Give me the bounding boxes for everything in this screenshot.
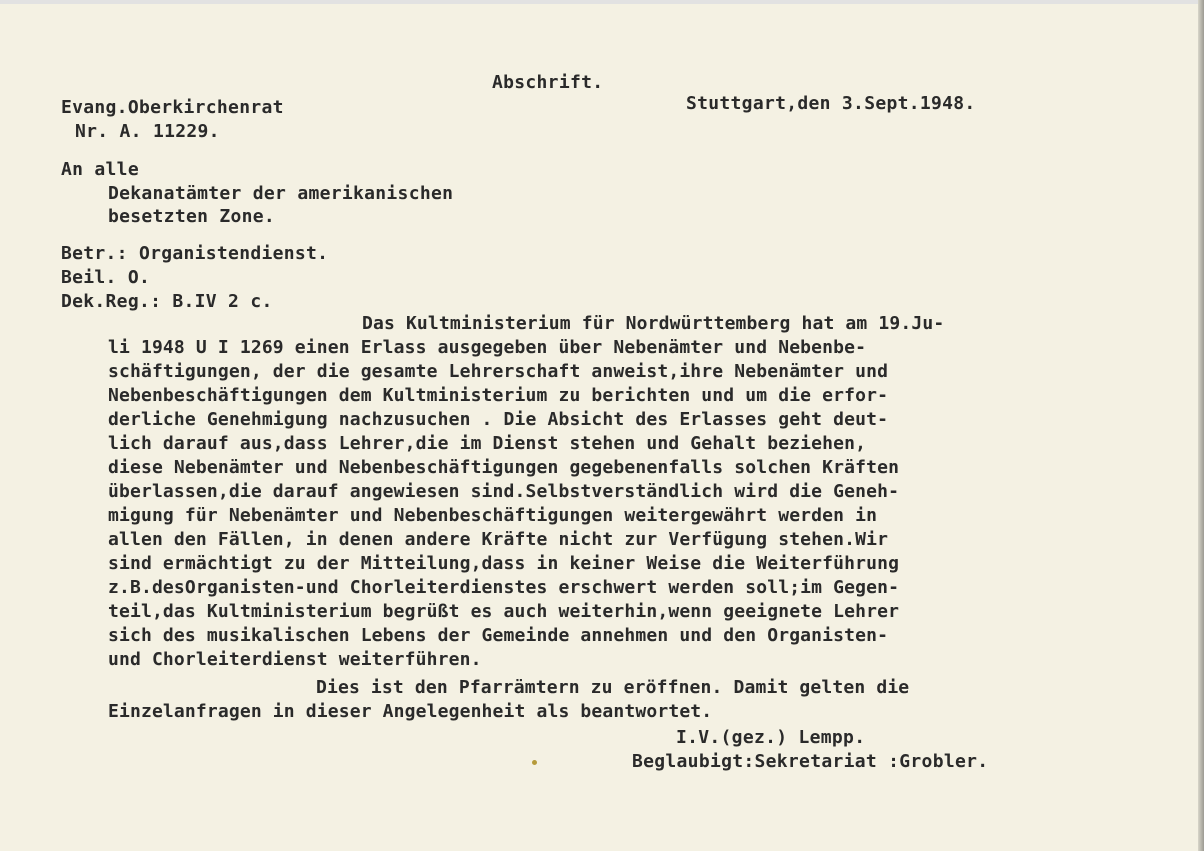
body-line: sich des musikalischen Lebens der Gemeinde annehmen und den Organisten- — [108, 625, 889, 646]
place-date: Stuttgart,den 3.Sept.1948. — [686, 93, 976, 114]
body-line: sind ermächtigt zu der Mitteilung,dass in keiner Weise die Weiterführung — [108, 553, 900, 574]
body-line: lich darauf aus,dass Lehrer,die im Dienst stehen und Gehalt beziehen, — [108, 433, 867, 454]
recipient-line-1: An alle — [61, 159, 139, 180]
recipient-line-3: besetzten Zone. — [108, 206, 276, 227]
recipient-line-2: Dekanatämter der amerikanischen — [108, 183, 454, 204]
body-line: teil,das Kultministerium begrüßt es auch weiterhin,wenn geeignete Lehrer — [108, 601, 900, 622]
reference-number: Nr. A. 11229. — [75, 121, 220, 142]
body-line: und Chorleiterdienst weiterführen. — [108, 649, 482, 670]
body-line: li 1948 U I 1269 einen Erlass ausgegeben über Nebenämter und Nebenbe- — [108, 337, 867, 358]
scan-right-edge — [1198, 0, 1204, 851]
closing-line-1: Dies ist den Pfarrämtern zu eröffnen. Damit gelten die — [316, 677, 910, 698]
dekanat-reference: Dek.Reg.: B.IV 2 c. — [61, 291, 273, 312]
document-heading: Abschrift. — [492, 72, 604, 93]
body-line: schäftigungen, der die gesamte Lehrerschaft anweist,ihre Nebenämter und — [108, 361, 889, 382]
body-line: überlassen,die darauf angewiesen sind.Selbstverständlich wird die Geneh- — [108, 481, 900, 502]
sender: Evang.Oberkirchenrat — [61, 97, 284, 118]
paper-speck — [532, 760, 537, 765]
body-line: Das Kultministerium für Nordwürttemberg hat am 19.Ju- — [362, 313, 945, 334]
body-line: allen den Fällen, in denen andere Kräfte nicht zur Verfügung stehen.Wir — [108, 529, 889, 550]
signature: I.V.(gez.) Lempp. — [676, 727, 866, 748]
closing-line-2: Einzelanfragen in dieser Angelegenheit als beantwortet. — [108, 701, 713, 722]
body-line: derliche Genehmigung nachzusuchen . Die Absicht des Erlasses geht deut- — [108, 409, 889, 430]
body-line: migung für Nebenämter und Nebenbeschäftigungen weitergewährt werden in — [108, 505, 878, 526]
body-line: z.B.desOrganisten-und Chorleiterdienstes erschwert werden soll;im Gegen- — [108, 577, 900, 598]
enclosures-line: Beil. O. — [61, 267, 151, 288]
subject-line: Betr.: Organistendienst. — [61, 243, 329, 264]
scan-top-edge — [0, 0, 1204, 4]
certification: Beglaubigt:Sekretariat :Grobler. — [632, 751, 989, 772]
body-line: Nebenbeschäftigungen dem Kultministerium zu berichten und um die erfor- — [108, 385, 889, 406]
body-line: diese Nebenämter und Nebenbeschäftigungen gegebenenfalls solchen Kräften — [108, 457, 900, 478]
